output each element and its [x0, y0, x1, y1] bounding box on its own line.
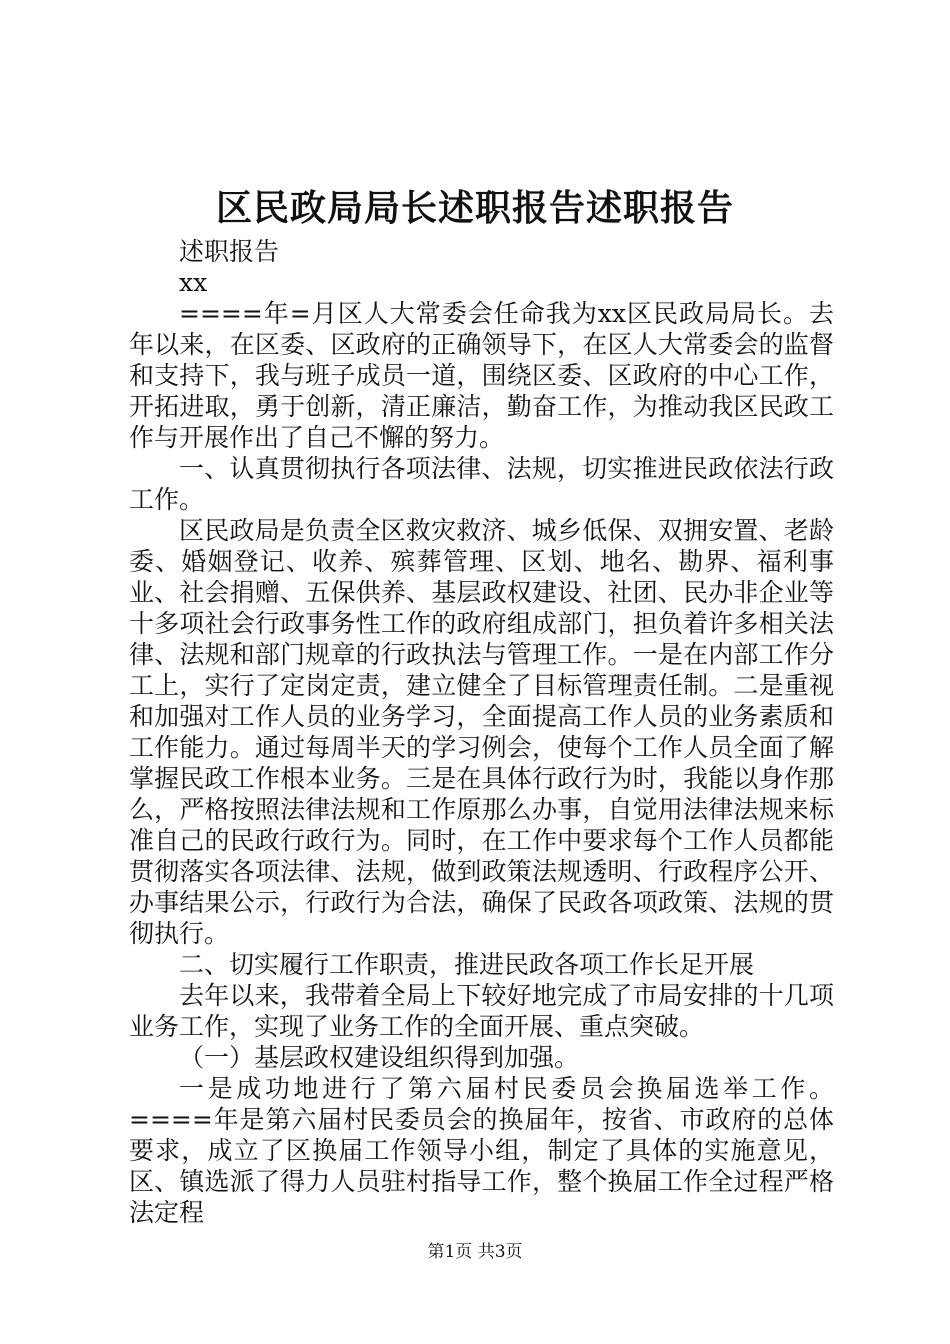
document-body: [129, 236, 834, 1228]
paragraph-author: xx: [179, 268, 208, 297]
paragraph-subsection-1: 一是成功地进行了第六届村民委员会换届选举工作。====年是第六届村民委员会的换届年，按省、市政府的总体要求，成立了区换届工作领导小组，制定了具体的实施意见，区、镇选派了得力人员驻村指导工作，整个换届工作全过程严格法定程: [129, 1074, 834, 1227]
section-heading-1: 一、认真贯彻执行各项法律、法规，切实推进民政依法行政工作。: [129, 454, 834, 514]
page-footer: 第1页 共3页: [427, 1242, 523, 1262]
subsection-heading-1: （一）基层政权建设组织得到加强。: [179, 1043, 580, 1072]
paragraph-section-1: 区民政局是负责全区救灾救济、城乡低保、双拥安置、老龄委、婚姻登记、收养、殡葬管理、区划、地名、勘界、福利事业、社会捐赠、五保供养、基层政权建设、社团、民办非企业等十多项社会行政事务性工作的政府组成部门，担负着许多相关法律、法规和部门规章的行政执法与管理工作。一是在内部工作分工上，实行了定岗定责，建立健全了目标管理责任制。二是重视和加强对工作人员的业务学习，全面提高工作人员的业务素质和工作能力。通过每周半天的学习例会，使每个工作人员全面了解掌握民政工作根本业务。三是在具体行政行为时，我能以身作那么，严格按照法律法规和工作原那么办事，自觉用法律法规来标准自己的民政行政行为。同时，在工作中要求每个工作人员都能贯彻落实各项法律、法规，做到政策法规透明、行政程序公开、办事结果公示，行政行为合法，确保了民政各项政策、法规的贯彻执行。: [129, 516, 834, 948]
paragraph-intro: ====年=月区人大常委会任命我为xx区民政局局长。去年以来，在区委、区政府的正确领导下，在区人大常委会的监督和支持下，我与班子成员一道，围绕区委、区政府的中心工作，开拓进取，勇于创新，清正廉洁，勤奋工作，为推动我区民政工作与开展作出了自己不懈的努力。: [129, 299, 834, 452]
section-heading-2: 二、切实履行工作职责，推进民政各项工作长足开展: [179, 950, 755, 979]
document-title: 区民政局局长述职报告述职报告: [215, 187, 734, 229]
paragraph-section-2: 去年以来，我带着全局上下较好地完成了市局安排的十几项业务工作，实现了业务工作的全面开展、重点突破。: [129, 981, 834, 1041]
paragraph-heading-label: 述职报告: [179, 237, 280, 266]
